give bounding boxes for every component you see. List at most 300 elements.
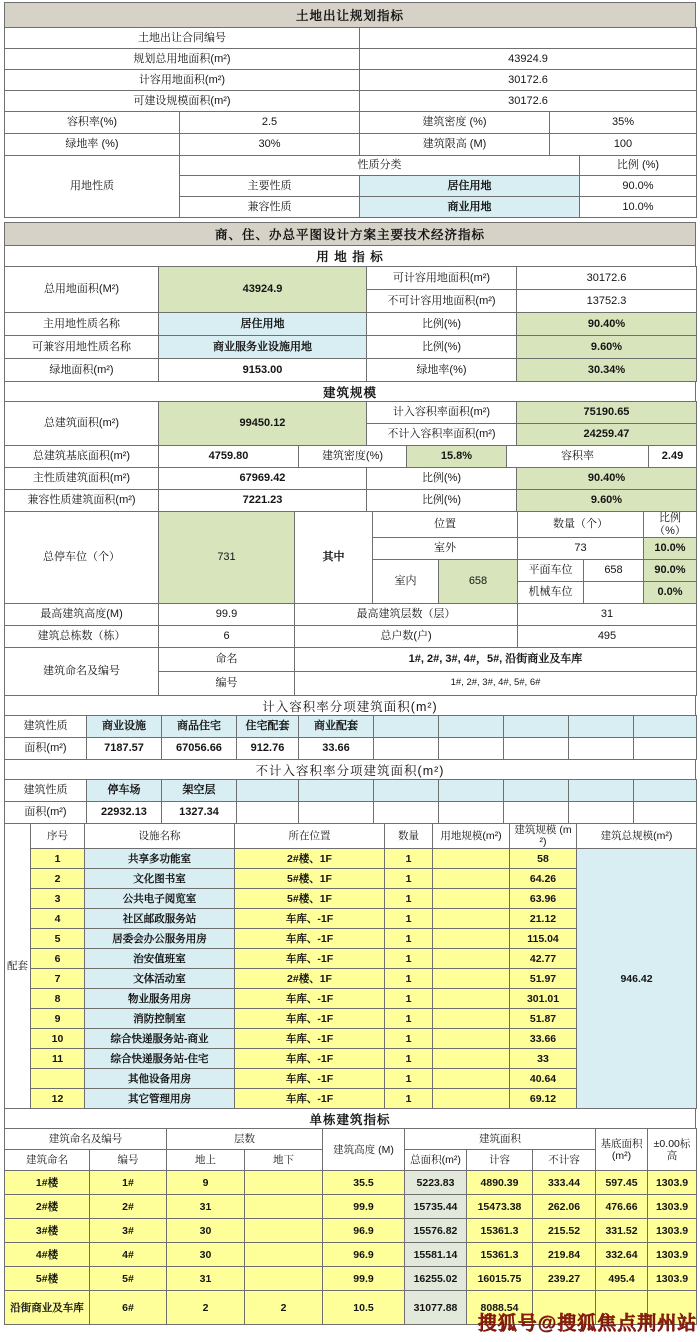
table-cell: 比例(%)	[367, 490, 517, 512]
table-cell: 基底面积(m²)	[596, 1129, 648, 1171]
table-cell: 219.84	[533, 1243, 596, 1267]
table-cell: 室内	[373, 560, 439, 604]
section-title-land-index: 用 地 指 标	[4, 245, 696, 267]
table-cell	[439, 738, 504, 760]
table-cell: 96.9	[323, 1219, 405, 1243]
table-cell: 30.34%	[517, 359, 697, 382]
table-cell: 建筑命名及编号	[5, 1129, 167, 1150]
table-row	[5, 738, 697, 760]
table-cell: 30172.6	[517, 267, 697, 290]
table-cell: 9.60%	[517, 490, 697, 512]
uncounted-far-table	[4, 779, 697, 824]
section-title-building-scale: 建筑规模	[4, 381, 696, 402]
table-cell: 301.01	[510, 989, 577, 1009]
table-cell: 2.5	[180, 112, 360, 134]
table-cell: 31077.88	[405, 1291, 467, 1325]
table-cell: 兼容性质	[180, 197, 360, 218]
table-cell: 居住用地	[360, 176, 580, 197]
table-cell: 可兼容用地性质名称	[5, 336, 159, 359]
table-row	[5, 156, 697, 176]
table-cell: 33.66	[510, 1029, 577, 1049]
table-cell: 兼容性质建筑面积(m²)	[5, 490, 159, 512]
table-row	[5, 1267, 697, 1291]
table-cell: 658	[439, 560, 518, 604]
table-cell: 10	[31, 1029, 85, 1049]
table-cell: 用地性质	[5, 156, 180, 218]
table-row	[5, 824, 697, 849]
table-cell: 1	[385, 849, 433, 869]
table-cell: 15361.3	[467, 1219, 533, 1243]
table-cell: 10.0%	[580, 197, 697, 218]
table-cell: 1	[31, 849, 85, 869]
table-cell: 946.42	[577, 849, 697, 1109]
table-cell: 731	[159, 512, 295, 604]
table-cell: 15473.38	[467, 1195, 533, 1219]
table-cell: 车库、-1F	[235, 989, 385, 1009]
table-cell: 比例(%)	[367, 336, 517, 359]
table-cell: 住宅配套	[237, 716, 299, 738]
table-cell: 3#楼	[5, 1219, 90, 1243]
table-cell	[433, 849, 510, 869]
parking-table	[4, 511, 697, 604]
table-cell: 数量	[385, 824, 433, 849]
table-cell: 其他设备用房	[85, 1069, 235, 1089]
table-cell: 69.12	[510, 1089, 577, 1109]
table-row	[5, 313, 697, 336]
table-cell: 8088.54	[467, 1291, 533, 1325]
table-cell: 5223.83	[405, 1171, 467, 1195]
table-cell	[504, 780, 569, 802]
table-cell: 16015.75	[467, 1267, 533, 1291]
table-cell: 总户数(户)	[295, 626, 518, 648]
table-cell: 3	[31, 889, 85, 909]
table-cell: 1	[385, 929, 433, 949]
table-cell: 可计容用地面积(m²)	[367, 267, 517, 290]
table-cell: 编号	[159, 672, 295, 696]
land-index-table	[4, 266, 697, 382]
table-cell: 912.76	[237, 738, 299, 760]
table-cell: 1	[385, 869, 433, 889]
table-cell	[374, 716, 439, 738]
nature-area-table	[4, 467, 697, 512]
table-cell	[569, 716, 634, 738]
table-cell	[504, 802, 569, 824]
table-cell: 9	[167, 1171, 245, 1195]
table-row	[5, 1171, 697, 1195]
table-cell: 容积率(%)	[5, 112, 180, 134]
table-cell: 2#楼、1F	[235, 849, 385, 869]
building-area-table	[4, 401, 697, 446]
table-cell: 停车场	[87, 780, 162, 802]
table-cell: 4	[31, 909, 85, 929]
table-cell: 331.52	[596, 1219, 648, 1243]
section-title-tech-economic: 商、住、办总平图设计方案主要技术经济指标	[4, 222, 696, 246]
counted-far-table	[4, 715, 697, 760]
table-cell: 命名	[159, 648, 295, 672]
table-cell	[31, 1069, 85, 1089]
table-cell: 30%	[180, 134, 360, 156]
table-cell: 35.5	[323, 1171, 405, 1195]
table-cell: 31	[518, 604, 697, 626]
table-cell	[439, 802, 504, 824]
table-cell: 居委会办公服务用房	[85, 929, 235, 949]
table-cell: 495	[518, 626, 697, 648]
table-cell: 1327.34	[162, 802, 237, 824]
table-cell: 31	[167, 1267, 245, 1291]
table-cell: 1#	[90, 1171, 167, 1195]
table-cell: 居住用地	[159, 313, 367, 336]
table-cell: 58	[510, 849, 577, 869]
land-transfer-table	[4, 27, 697, 156]
table-cell: 建筑命名及编号	[5, 648, 159, 696]
indicator-tables	[4, 2, 696, 1325]
table-cell: 4890.39	[467, 1171, 533, 1195]
table-cell: 90.0%	[644, 560, 697, 582]
table-cell: 658	[584, 560, 644, 582]
table-cell: 规划总用地面积(m²)	[5, 49, 360, 70]
sohu-watermark: 搜狐号@搜狐焦点荆州站	[477, 1313, 697, 1334]
table-cell: 6#	[90, 1291, 167, 1325]
table-cell: 物业服务用房	[85, 989, 235, 1009]
table-cell: 8	[31, 989, 85, 1009]
table-cell	[374, 738, 439, 760]
table-cell: 商业服务业设施用地	[159, 336, 367, 359]
table-cell: 商业设施	[87, 716, 162, 738]
table-cell: 5#楼、1F	[235, 869, 385, 889]
table-cell: 9153.00	[159, 359, 367, 382]
table-cell: 99.9	[159, 604, 295, 626]
table-cell: 2.49	[649, 446, 697, 468]
table-cell: 1303.9	[648, 1267, 697, 1291]
table-cell: 建筑性质	[5, 716, 87, 738]
table-row	[5, 716, 697, 738]
table-cell: 所在位置	[235, 824, 385, 849]
table-cell: 建筑性质	[5, 780, 87, 802]
table-cell: 可建设规模面积(m²)	[5, 91, 360, 112]
table-cell: 绿地率 (%)	[5, 134, 180, 156]
table-cell: 计容用地面积(m²)	[5, 70, 360, 91]
table-cell	[504, 738, 569, 760]
table-cell: 建筑命名	[5, 1150, 90, 1171]
table-cell: 容积率	[507, 446, 649, 468]
base-area-table	[4, 445, 697, 468]
table-row	[5, 1195, 697, 1219]
table-cell: 42.77	[510, 949, 577, 969]
table-cell: 主要性质	[180, 176, 360, 197]
table-cell: 车库、-1F	[235, 1049, 385, 1069]
table-cell	[634, 802, 697, 824]
table-cell	[245, 1219, 323, 1243]
table-cell	[374, 780, 439, 802]
table-cell: 建筑高度 (M)	[323, 1129, 405, 1171]
table-cell: 1#楼	[5, 1171, 90, 1195]
table-cell: 建筑密度 (%)	[360, 112, 550, 134]
table-cell: 车库、-1F	[235, 1009, 385, 1029]
table-cell: 数量（个）	[518, 512, 644, 538]
table-cell	[433, 1069, 510, 1089]
table-cell: 架空层	[162, 780, 237, 802]
table-cell: 75190.65	[517, 402, 697, 424]
table-cell: 15.8%	[407, 446, 507, 468]
table-cell: 综合快递服务站-住宅	[85, 1049, 235, 1069]
table-cell: 计入容积率面积(m²)	[367, 402, 517, 424]
table-cell: 4759.80	[159, 446, 299, 468]
table-cell: 社区邮政服务站	[85, 909, 235, 929]
table-cell: 13752.3	[517, 290, 697, 313]
table-cell: 总面积(m²)	[405, 1150, 467, 1171]
land-nature-table	[4, 155, 697, 218]
table-row	[5, 626, 697, 648]
table-cell: 3#	[90, 1219, 167, 1243]
table-cell: 建筑规模 (m²)	[510, 824, 577, 849]
table-cell: 编号	[90, 1150, 167, 1171]
table-cell: 建筑面积	[405, 1129, 596, 1150]
table-cell: 1303.9	[648, 1219, 697, 1243]
table-cell: 115.04	[510, 929, 577, 949]
table-cell: 15361.3	[467, 1243, 533, 1267]
table-cell: 90.40%	[517, 468, 697, 490]
table-cell: 15576.82	[405, 1219, 467, 1243]
table-cell: 96.9	[323, 1243, 405, 1267]
table-cell: 2	[31, 869, 85, 889]
table-cell	[569, 780, 634, 802]
table-row	[5, 1243, 697, 1267]
table-cell	[237, 780, 299, 802]
table-cell: 30172.6	[360, 70, 697, 91]
table-cell: 51.87	[510, 1009, 577, 1029]
table-cell	[360, 28, 697, 49]
table-cell: 综合快递服务站-商业	[85, 1029, 235, 1049]
table-cell	[245, 1243, 323, 1267]
table-cell: 车库、-1F	[235, 949, 385, 969]
table-cell	[439, 780, 504, 802]
table-cell: 2#楼	[5, 1195, 90, 1219]
table-cell: 1	[385, 969, 433, 989]
table-cell	[237, 802, 299, 824]
table-cell: 总建筑基底面积(m²)	[5, 446, 159, 468]
table-cell: 共享多功能室	[85, 849, 235, 869]
table-cell: 30	[167, 1219, 245, 1243]
table-cell: 1303.9	[648, 1243, 697, 1267]
table-cell: 33.66	[299, 738, 374, 760]
table-cell: 43924.9	[159, 267, 367, 313]
table-cell: 332.64	[596, 1243, 648, 1267]
table-row	[5, 512, 697, 538]
table-cell: 序号	[31, 824, 85, 849]
table-cell: 5#楼	[5, 1267, 90, 1291]
table-cell: 99450.12	[159, 402, 367, 446]
table-cell: 平面车位	[518, 560, 584, 582]
table-cell: 215.52	[533, 1219, 596, 1243]
table-cell	[433, 869, 510, 889]
table-cell: 9	[31, 1009, 85, 1029]
table-cell: 7221.23	[159, 490, 367, 512]
table-cell: 100	[550, 134, 697, 156]
table-cell: 31	[167, 1195, 245, 1219]
table-row	[5, 802, 697, 824]
table-cell: 99.9	[323, 1195, 405, 1219]
table-cell: 21.12	[510, 909, 577, 929]
table-cell: 绿地率(%)	[367, 359, 517, 382]
table-cell: 土地出让合同编号	[5, 28, 360, 49]
table-cell	[433, 909, 510, 929]
table-row	[5, 112, 697, 134]
naming-table	[4, 647, 697, 696]
facility-table	[4, 823, 697, 1109]
table-cell: 主用地性质名称	[5, 313, 159, 336]
table-cell: 不计容	[533, 1150, 596, 1171]
table-cell: 7187.57	[87, 738, 162, 760]
table-cell: 比例(%)	[367, 468, 517, 490]
table-cell: 1	[385, 989, 433, 1009]
table-cell: 地上	[167, 1150, 245, 1171]
table-cell: 22932.13	[87, 802, 162, 824]
single-building-table	[4, 1128, 697, 1325]
table-cell: ±0.00标高	[648, 1129, 697, 1171]
table-cell: 建筑总规模(m²)	[577, 824, 697, 849]
table-cell: 主性质建筑面积(m²)	[5, 468, 159, 490]
table-cell: 其它管理用房	[85, 1089, 235, 1109]
table-cell: 35%	[550, 112, 697, 134]
table-cell	[433, 929, 510, 949]
table-cell: 30	[167, 1243, 245, 1267]
table-cell	[433, 1009, 510, 1029]
table-cell: 公共电子阅览室	[85, 889, 235, 909]
table-cell: 1#, 2#, 3#, 4#，5#, 沿街商业及车库	[295, 648, 697, 672]
table-cell: 1	[385, 1009, 433, 1029]
table-cell: 73	[518, 538, 644, 560]
table-cell: 1303.9	[648, 1171, 697, 1195]
table-row	[5, 267, 697, 290]
table-cell: 文化图书室	[85, 869, 235, 889]
table-cell: 配套	[5, 824, 31, 1109]
table-cell: 其中	[295, 512, 373, 604]
table-cell: 不计入容积率面积(m²)	[367, 424, 517, 446]
table-cell: 总用地面积(M²)	[5, 267, 159, 313]
table-cell: 1303.9	[648, 1195, 697, 1219]
table-cell: 476.66	[596, 1195, 648, 1219]
table-row	[5, 780, 697, 802]
table-cell: 性质分类	[180, 156, 580, 176]
table-cell: 1	[385, 1049, 433, 1069]
table-cell: 597.45	[596, 1171, 648, 1195]
table-cell: 90.40%	[517, 313, 697, 336]
table-cell: 用地规模(m²)	[433, 824, 510, 849]
table-cell: 16255.02	[405, 1267, 467, 1291]
table-row	[5, 49, 697, 70]
table-row	[5, 134, 697, 156]
table-row	[5, 91, 697, 112]
table-cell: 15581.14	[405, 1243, 467, 1267]
table-cell	[374, 802, 439, 824]
table-cell: 地下	[245, 1150, 323, 1171]
table-cell: 商业配套	[299, 716, 374, 738]
table-cell	[634, 716, 697, 738]
table-cell: 商品住宅	[162, 716, 237, 738]
table-cell	[299, 802, 374, 824]
table-cell: 比例（%）	[644, 512, 697, 538]
table-cell: 239.27	[533, 1267, 596, 1291]
table-cell: 层数	[167, 1129, 323, 1150]
table-cell: 67056.66	[162, 738, 237, 760]
table-cell: 比例 (%)	[580, 156, 697, 176]
table-cell	[433, 1029, 510, 1049]
table-cell	[299, 780, 374, 802]
table-cell: 5	[31, 929, 85, 949]
table-cell	[433, 1049, 510, 1069]
table-row	[5, 70, 697, 91]
table-cell: 51.97	[510, 969, 577, 989]
table-cell: 车库、-1F	[235, 1069, 385, 1089]
table-cell: 面积(m²)	[5, 738, 87, 760]
table-cell: 面积(m²)	[5, 802, 87, 824]
table-cell: 机械车位	[518, 582, 584, 604]
table-cell: 64.26	[510, 869, 577, 889]
table-cell: 333.44	[533, 1171, 596, 1195]
table-cell	[634, 738, 697, 760]
table-cell: 位置	[373, 512, 518, 538]
table-cell	[634, 780, 697, 802]
table-row	[5, 490, 697, 512]
table-cell: 10.0%	[644, 538, 697, 560]
table-cell	[569, 738, 634, 760]
table-cell: 1	[385, 1069, 433, 1089]
table-cell	[433, 889, 510, 909]
table-cell: 1	[385, 909, 433, 929]
table-cell	[245, 1171, 323, 1195]
table-cell: 30172.6	[360, 91, 697, 112]
table-cell: 最高建筑高度(M)	[5, 604, 159, 626]
table-cell: 室外	[373, 538, 518, 560]
table-row	[5, 1129, 697, 1150]
table-cell	[439, 716, 504, 738]
table-cell: 沿街商业及车库	[5, 1291, 90, 1325]
table-cell: 车库、-1F	[235, 1029, 385, 1049]
table-cell: 99.9	[323, 1267, 405, 1291]
table-cell: 比例(%)	[367, 313, 517, 336]
table-cell: 33	[510, 1049, 577, 1069]
table-cell: 1	[385, 949, 433, 969]
table-cell: 5#	[90, 1267, 167, 1291]
table-cell	[433, 1089, 510, 1109]
table-row	[5, 359, 697, 382]
table-cell	[433, 989, 510, 1009]
table-cell	[569, 802, 634, 824]
table-cell: 10.5	[323, 1291, 405, 1325]
table-cell: 262.06	[533, 1195, 596, 1219]
table-cell: 2#楼、1F	[235, 969, 385, 989]
table-row	[5, 446, 697, 468]
table-cell: 15735.44	[405, 1195, 467, 1219]
table-cell: 2	[245, 1291, 323, 1325]
table-cell: 40.64	[510, 1069, 577, 1089]
table-cell: 建筑限高 (M)	[360, 134, 550, 156]
table-cell: 设施名称	[85, 824, 235, 849]
table-cell: 63.96	[510, 889, 577, 909]
table-cell: 43924.9	[360, 49, 697, 70]
table-cell: 0.0%	[644, 582, 697, 604]
table-cell	[245, 1195, 323, 1219]
table-cell: 不可计容用地面积(m²)	[367, 290, 517, 313]
height-count-table	[4, 603, 697, 648]
table-cell: 90.0%	[580, 176, 697, 197]
table-row	[5, 849, 697, 869]
table-cell: 总停车位（个）	[5, 512, 159, 604]
table-row	[5, 28, 697, 49]
table-cell: 车库、-1F	[235, 1089, 385, 1109]
table-cell: 商业用地	[360, 197, 580, 218]
table-cell: 67969.42	[159, 468, 367, 490]
